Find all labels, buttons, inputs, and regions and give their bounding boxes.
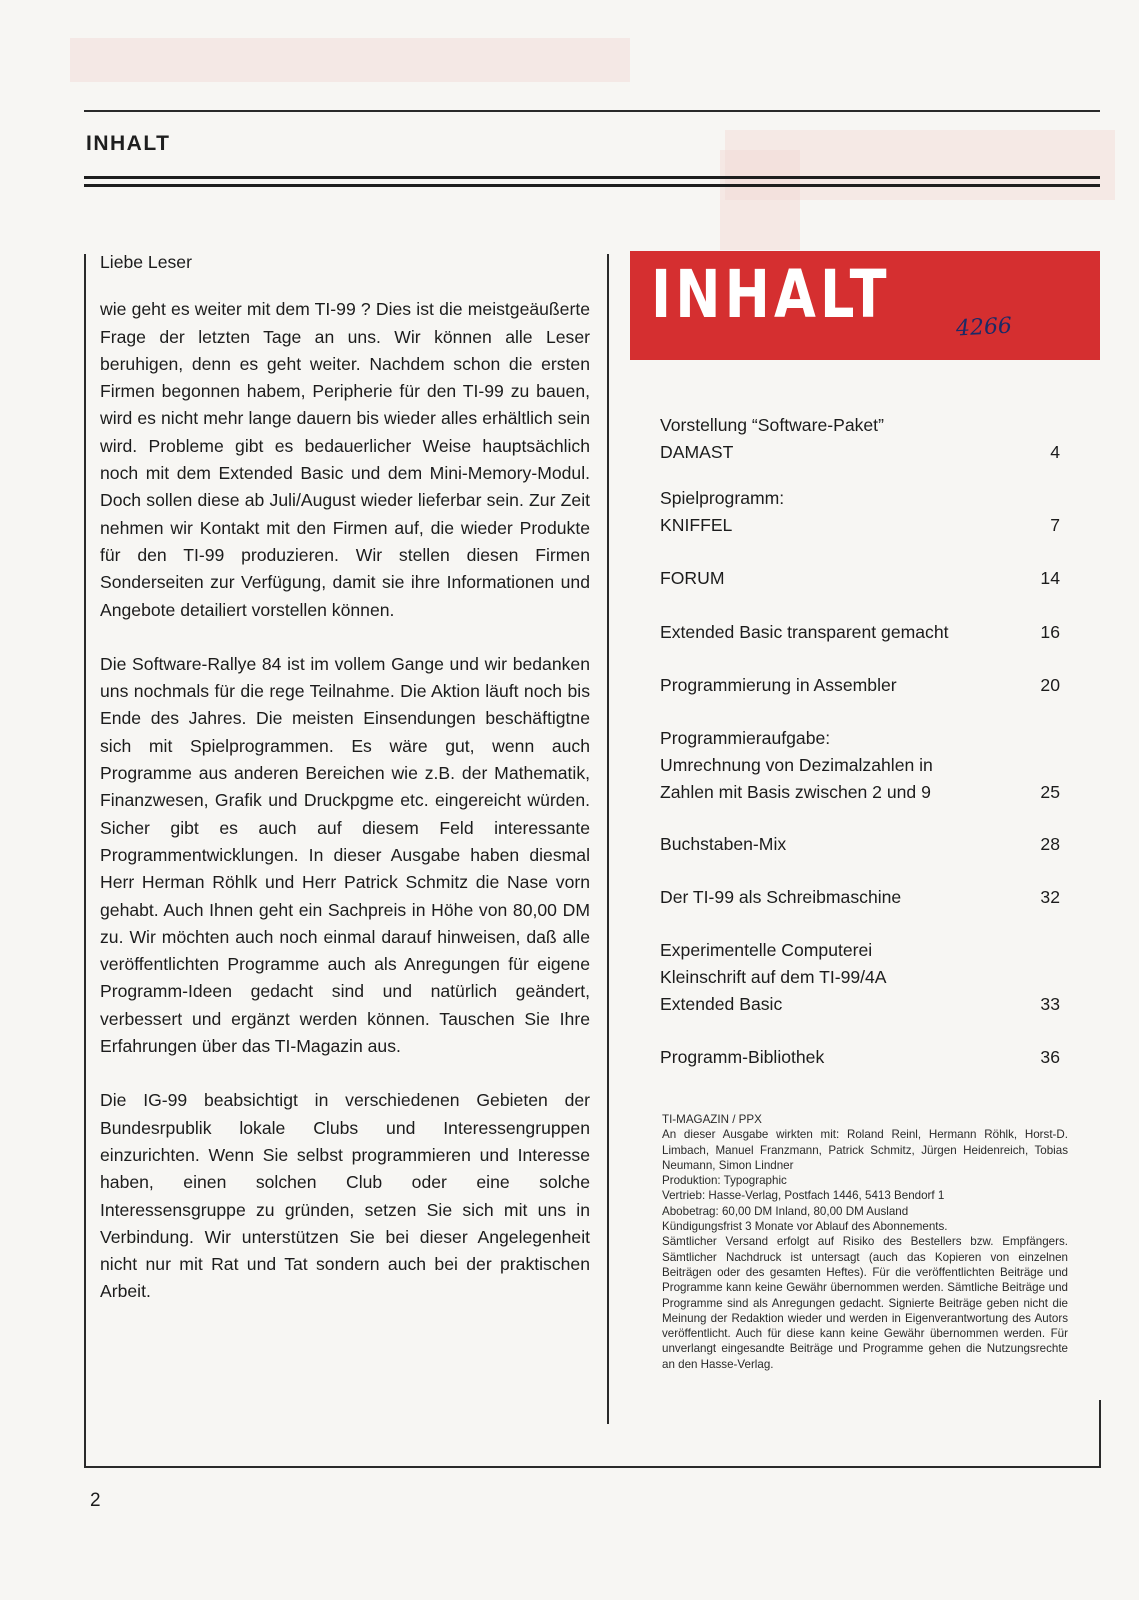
toc-entry-title: KNIFFEL	[660, 515, 733, 535]
toc-entry-title: Zahlen mit Basis zwischen 2 und 9	[660, 782, 931, 802]
toc-entry-title: Spielprogramm:	[660, 488, 785, 508]
page-number: 2	[90, 1490, 101, 1511]
letter-salutation: Liebe Leser	[100, 252, 192, 272]
letter-paragraph: wie geht es weiter mit dem TI-99 ? Dies ist die meistgeäußerte Frage der letzten Tage an uns. Wir können alle Leser beruhigen, denn es geht weiter. Nachdem schon die ersten Firmen begonnen habem, Peripherie für den TI-99 zu bauen, wird es nicht mehr lange dauern bis wieder alles erhältlich sein wird. Probleme gibt es bedauerlicher Weise hauptsächlich noch mit dem Extended Basic und dem Mini-Memory-Modul. Doch sollen diese ab Juli/August wieder lieferbar sein. Zur Zeit nehmen wir Kontakt mit den Firmen auf, die wieder Produkte für den TI-99 produzieren. Wir stellen diesen Firmen Sonderseiten zur Verfügung, damit sie ihre Informationen und Angebote detailiert vorstellen können.	[100, 299, 590, 620]
imprint	[662, 1112, 1068, 1372]
show-through-decoration	[70, 38, 630, 82]
banner-title: INHALT	[651, 256, 891, 333]
toc-entry	[660, 1044, 1060, 1071]
toc-page-number: 36	[1040, 1047, 1060, 1067]
header-rule	[84, 184, 1100, 187]
toc-page-number: 33	[1040, 994, 1060, 1014]
imprint-distribution: Vertrieb: Hasse-Verlag, Postfach 1446, 5413 Bendorf 1	[662, 1189, 945, 1203]
toc-entry	[660, 831, 1060, 858]
imprint-subscription: Abobetrag: 60,00 DM Inland, 80,00 DM Ausland	[662, 1204, 909, 1218]
toc-entry	[660, 412, 1060, 466]
frame-border	[84, 1466, 1101, 1468]
column-divider	[607, 254, 609, 1424]
toc-entry	[660, 937, 1060, 1018]
toc-entry-title: FORUM	[660, 568, 725, 588]
toc-entry	[660, 672, 1060, 699]
editorial-letter	[100, 249, 590, 1306]
toc-page-number: 16	[1040, 622, 1060, 642]
toc-page-number: 32	[1040, 887, 1060, 907]
toc-entry-title: Programmieraufgabe:	[660, 728, 831, 748]
toc-entry-title: Programmierung in Assembler	[660, 675, 897, 695]
handwritten-note: 4266	[955, 313, 1013, 342]
imprint-contributors: An dieser Ausgabe wirkten mit: Roland Reinl, Hermann Röhlk, Horst-D. Limbach, Manuel Franzmann, Patrick Schmitz, Jürgen Heidenreich, Tobias Neumann, Simon Lindner	[662, 1128, 1068, 1172]
toc-page-number: 7	[1050, 515, 1060, 535]
toc-entry-title: Vorstellung “Software-Paket”	[660, 415, 884, 435]
toc-entry	[660, 565, 1060, 592]
toc-entry-title: Der TI-99 als Schreibmaschine	[660, 887, 902, 907]
toc-entry	[660, 485, 1060, 539]
letter-paragraph: Die IG-99 beabsichtigt in verschiedenen Gebieten der Bundesrpublik lokale Clubs und Interessengruppen einzurichten. Wenn Sie selbst programmieren und Interesse haben, einen solchen Club oder eine solche Interessensgruppe zu gründen, setzen Sie sich mit uns in Verbindung. Wir unterstützen Sie bei dieser Angelegenheit nicht nur mit Rat und Tat sondern auch bei der praktischen Arbeit.	[100, 1090, 590, 1302]
toc-entry	[660, 619, 1060, 646]
toc-entry-title: Experimentelle Computerei	[660, 940, 873, 960]
toc-page-number: 25	[1040, 782, 1060, 802]
imprint-legal: Sämtlicher Versand erfolgt auf Risiko des Bestellers bzw. Empfängers. Sämtlicher Nachdruck ist untersagt (auch das Kopieren von einzelnen Beiträgen oder des gesamten Heftes). Für die veröffentlichten Beiträge und Programme kann keine Gewähr übernommen werden. Sämtliche Beiträge und Programme sind als Anregungen gedacht. Signierte Beiträge geben nicht die Meinung der Redaktion wieder und werden in Eigenverantwortung des Autors veröffentlicht. Auch für diese kann keine Gewähr übernommen werden. Für unverlangt eingesandte Beiträge und Programme gehen die Nutzungsrechte an den Hasse-Verlag.	[662, 1235, 1068, 1371]
toc-entry-title: Kleinschrift auf dem TI-99/4A	[660, 967, 887, 987]
frame-border	[1099, 1400, 1101, 1468]
toc-entry-title: DAMAST	[660, 442, 734, 462]
toc-page-number: 14	[1040, 568, 1060, 588]
imprint-magazine: TI-MAGAZIN / PPX	[662, 1113, 762, 1126]
toc-entry-title: Programm-Bibliothek	[660, 1047, 825, 1067]
toc-entry-title: Buchstaben-Mix	[660, 834, 787, 854]
toc-entry	[660, 884, 1060, 911]
toc-page-number: 28	[1040, 834, 1060, 854]
toc-entry-title: Extended Basic transparent gemacht	[660, 622, 949, 642]
letter-paragraph: Die Software-Rallye 84 ist im vollem Gange und wir bedanken uns nochmals für die rege Teilnahme. Die Aktion läuft noch bis Ende des Jahres. Die meisten Einsendungen beschäftigtne sich mit Spielprogrammen. Es wäre gut, wenn auch Programme aus anderen Bereichen wie z.B. der Mathematik, Finanzwesen, Grafik und Druckpgme etc. eingereicht würden. Sicher gibt es auch auf diesem Feld interessante Programmentwicklungen. In dieser Ausgabe haben diesmal Herr Herman Röhlk und Herr Patrick Schmitz die Nase vorn gehabt. Auch Ihnen geht ein Sachpreis in Höhe von 80,00 DM zu. Wir möchten auch noch einmal darauf hinweisen, daß alle veröffentlichten Programme auch als Anregungen für eigene Programm-Ideen gedacht sind und natürlich geändert, verbessert und ergänzt werden können. Tauschen Sie Ihre Erfahrungen über das TI-Magazin aus.	[100, 653, 590, 1057]
frame-border	[84, 254, 86, 1468]
toc-entry-title: Extended Basic	[660, 994, 783, 1014]
imprint-cancellation: Kündigungsfrist 3 Monate vor Ablauf des Abonnements.	[662, 1220, 948, 1234]
header-rule	[84, 176, 1100, 179]
toc-entry-title: Umrechnung von Dezimalzahlen in	[660, 755, 933, 775]
toc-page-number: 20	[1040, 675, 1060, 695]
show-through-decoration	[720, 150, 800, 250]
top-rule	[84, 110, 1100, 112]
toc-entry	[660, 725, 1060, 806]
toc-page-number: 4	[1050, 442, 1060, 462]
section-header-title: INHALT	[86, 132, 171, 155]
imprint-production: Produktion: Typographic	[662, 1174, 787, 1188]
